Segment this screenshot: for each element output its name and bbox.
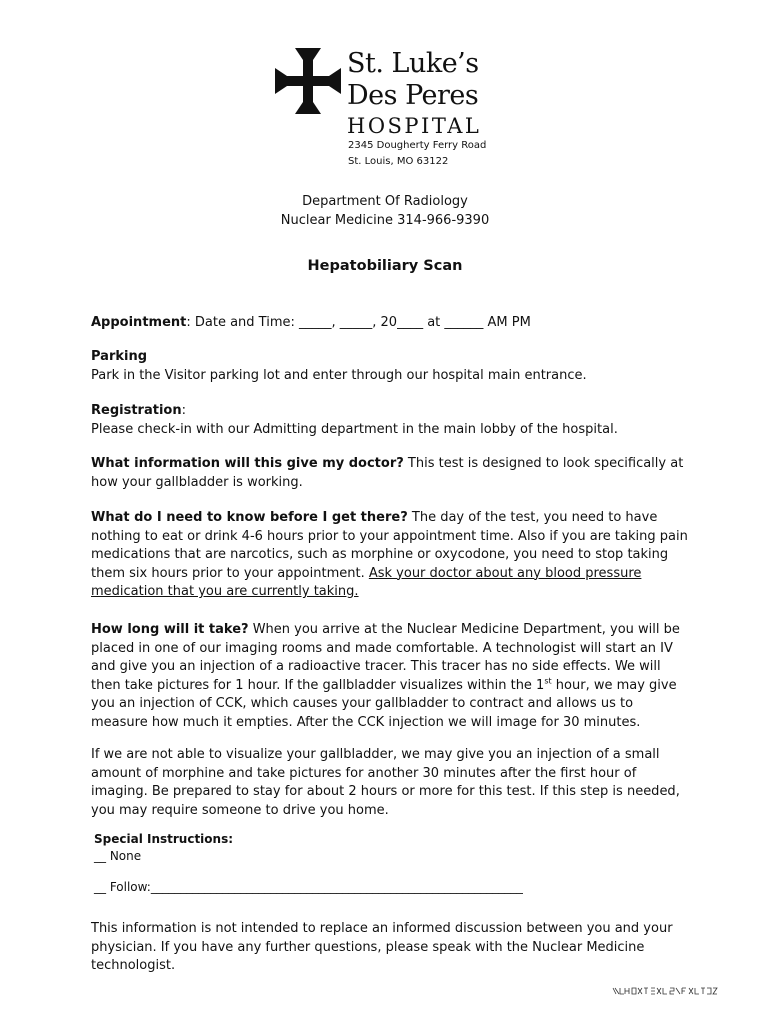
department-name: Department Of Radiology xyxy=(302,194,468,209)
registration-heading: Registration xyxy=(91,403,182,418)
duration-sup: st xyxy=(544,676,552,686)
page-title: Hepatobiliary Scan xyxy=(307,258,463,274)
know-section xyxy=(91,509,691,602)
disclaimer-section xyxy=(91,920,681,976)
know-underlined-note: Ask your doctor about any blood pressure medication that you are currently taking. xyxy=(91,565,642,599)
parking-section xyxy=(91,348,691,385)
info-section xyxy=(91,455,691,492)
duration-heading: How long will it take? xyxy=(91,622,249,637)
parking-heading: Parking xyxy=(91,349,148,364)
registration-section xyxy=(91,402,691,439)
duration-text-a: When you arrive at the Nuclear Medicine Department, you will be placed in one of our imaging rooms and made comfortable. A technologist will start an IV and give you an injection of a radioactive tracer. This tracer has no side effects. We will then take pictures for 1 hour. If the gallbladder visualizes within the 1 xyxy=(91,622,680,693)
know-text: The day of the test, you need to have nothing to eat or drink 4-6 hours prior to your appointment time. Also if you are taking pain medications that are narcotics, such as morphine or oxycodone, you need to stop taking them six hours prior to your appointment. xyxy=(91,510,688,581)
hospital-name-line2: Des Peres xyxy=(347,80,479,111)
morphine-text: If we are not able to visualize your gallbladder, we may give you an injection of a small amount of morphine and take pictures for another 30 minutes after the first hour of imaging. Be prepared to stay for about 2 hours or more for this test. If this step is needed, you may require someone to drive you home. xyxy=(91,747,680,818)
form-code-mark xyxy=(612,986,720,996)
disclaimer-text: This information is not intended to replace an informed discussion between you and your physician. If you have any further questions, please speak with the Nuclear Medicine technologist. xyxy=(91,921,673,973)
special-option-follow: __ Follow:______________________________________________________________ xyxy=(94,880,523,894)
know-heading: What do I need to know before I get there? xyxy=(91,510,408,525)
appointment-fields: : Date and Time: _____, _____, 20____ at ______ AM PM xyxy=(186,315,531,330)
info-text: This test is designed to look specifically at how your gallbladder is working. xyxy=(91,456,684,490)
registration-colon: : xyxy=(181,403,186,418)
parking-text: Park in the Visitor parking lot and enter through our hospital main entrance. xyxy=(91,367,587,383)
info-heading: What information will this give my doctor? xyxy=(91,456,404,471)
address-line1: 2345 Dougherty Ferry Road xyxy=(348,140,487,151)
special-heading: Special Instructions: xyxy=(94,832,234,846)
appointment-section xyxy=(91,314,691,333)
appointment-label: Appointment xyxy=(91,315,187,330)
registration-text: Please check-in with our Admitting department in the main lobby of the hospital. xyxy=(91,421,618,437)
hospital-name-line1: St. Luke’s xyxy=(347,48,479,79)
morphine-section xyxy=(91,746,691,820)
address-line2: St. Louis, MO 63122 xyxy=(348,156,449,167)
duration-section xyxy=(91,621,691,732)
cross-icon xyxy=(273,46,343,116)
hospital-logo xyxy=(273,44,513,140)
department-phone: Nuclear Medicine 314-966-9390 xyxy=(280,213,490,228)
special-option-none: __ None xyxy=(94,849,142,863)
hospital-name-line3: HOSPITAL xyxy=(347,114,482,138)
duration-text-b: hour, we may give you an injection of CCK, which causes your gallbladder to contract and allows us to measure how much it empties. After the CCK injection we will image for 30 minutes. xyxy=(91,677,677,730)
